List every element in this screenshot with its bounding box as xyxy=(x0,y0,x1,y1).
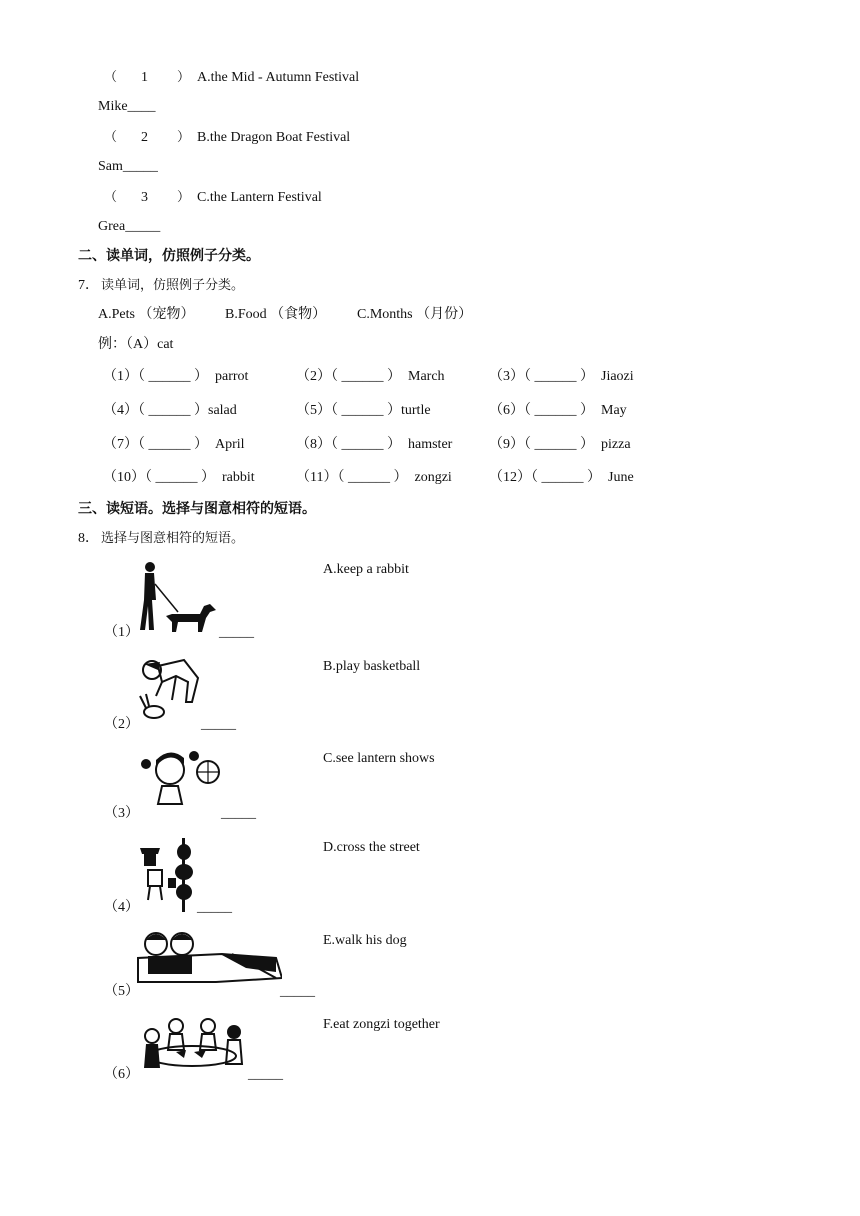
answer-blank: _____ xyxy=(248,1067,283,1082)
option-text: D.cross the street xyxy=(323,840,420,855)
classify-item: （2）（ ______ ） March xyxy=(296,369,445,384)
row-label: （2） xyxy=(104,717,139,732)
question-number: 8． xyxy=(78,531,99,546)
answer-number: 3 xyxy=(141,190,148,205)
person-name: Mike____ xyxy=(98,99,156,114)
answer-blank: _____ xyxy=(221,806,256,821)
question-text: 选择与图意相符的短语。 xyxy=(101,531,245,546)
row-label: （3） xyxy=(104,806,139,821)
answer-blank: _____ xyxy=(280,984,315,999)
answer-number: 1 xyxy=(141,70,148,85)
classify-item: （5）（ ______ ）turtle xyxy=(296,403,431,418)
section-heading: 三、读短语。选择与图意相符的短语。 xyxy=(78,501,316,517)
person-name: Sam_____ xyxy=(98,159,158,174)
girl-with-basketball-picture xyxy=(136,748,222,810)
paren-open: （ xyxy=(104,130,118,145)
classify-item: （9）（ ______ ） pizza xyxy=(489,437,631,452)
category-food: B.Food （食物） xyxy=(225,307,327,322)
answer-number: 2 xyxy=(141,130,148,145)
category-months: C.Months （月份） xyxy=(357,307,473,322)
option-text: C.see lantern shows xyxy=(323,751,435,766)
row-label: （5） xyxy=(104,984,139,999)
option-text: B.the Dragon Boat Festival xyxy=(197,130,351,145)
example-line: 例：（A）cat xyxy=(98,337,174,352)
paren-close: ） xyxy=(177,130,191,145)
classify-item: （1）（ ______ ） parrot xyxy=(103,369,249,384)
classify-item: （4）（ ______ ）salad xyxy=(103,403,237,418)
option-text: B.play basketball xyxy=(323,659,421,674)
option-text: A.keep a rabbit xyxy=(323,562,409,577)
paren-open: （ xyxy=(104,190,118,205)
classify-item: （10）（ ______ ） rabbit xyxy=(103,470,255,485)
paren-close: ） xyxy=(177,190,191,205)
paren-close: ） xyxy=(177,70,191,85)
classify-item: （7）（ ______ ） April xyxy=(103,437,245,452)
section-heading: 二、读单词，仿照例子分类。 xyxy=(78,248,260,264)
children-crossing-street-picture xyxy=(136,928,282,990)
answer-blank: _____ xyxy=(219,625,254,640)
option-text: E.walk his dog xyxy=(323,933,407,948)
family-eating-zongzi-picture xyxy=(136,1014,248,1078)
classify-item: （3）（ ______ ） Jiaozi xyxy=(489,369,634,384)
question-number: 7． xyxy=(78,278,99,293)
classify-item: （11）（ ______ ） zongzi xyxy=(296,470,452,485)
row-label: （1） xyxy=(104,625,139,640)
answer-blank: _____ xyxy=(201,717,236,732)
row-label: （6） xyxy=(104,1067,139,1082)
classify-item: （8）（ ______ ） hamster xyxy=(296,437,453,452)
person-name: Grea_____ xyxy=(98,219,161,234)
answer-blank: _____ xyxy=(197,900,232,915)
classify-item: （12）（ ______ ） June xyxy=(489,470,634,485)
girl-with-rabbit-picture xyxy=(136,656,204,722)
row-label: （4） xyxy=(104,900,139,915)
category-pets: A.Pets （宠物） xyxy=(98,307,195,322)
paren-open: （ xyxy=(104,70,118,85)
option-text: F.eat zongzi together xyxy=(323,1017,440,1032)
option-text: C.the Lantern Festival xyxy=(197,190,322,205)
classify-item: （6）（ ______ ） May xyxy=(489,403,627,418)
lantern-show-picture xyxy=(136,838,198,912)
man-walking-dog-picture xyxy=(136,560,220,636)
question-text: 读单词，仿照例子分类。 xyxy=(101,278,245,293)
option-text: A.the Mid - Autumn Festival xyxy=(197,70,360,85)
